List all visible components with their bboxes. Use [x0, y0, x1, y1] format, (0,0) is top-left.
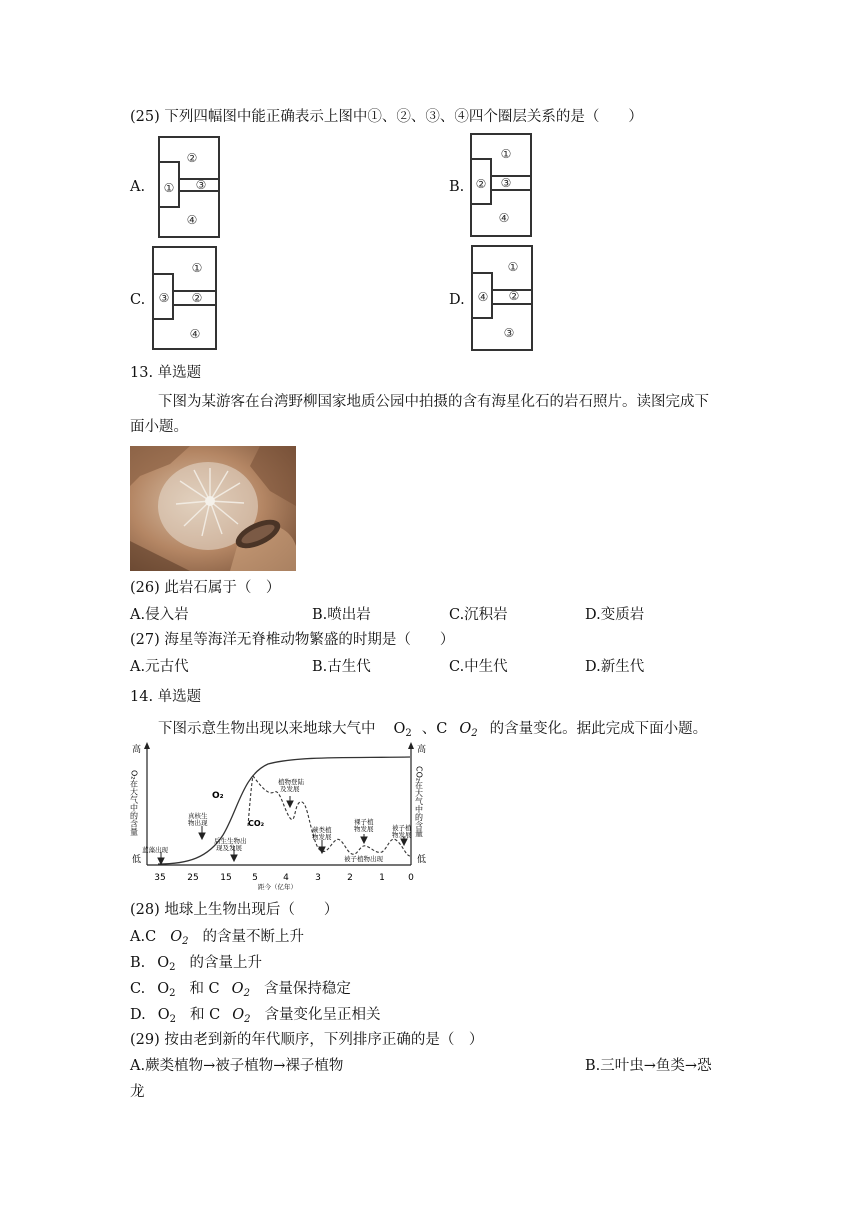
- q28-stem: (28) 地球上生物出现后（ ）: [130, 902, 339, 918]
- x-tick: 5: [252, 873, 258, 883]
- q25-option-c-label[interactable]: C.: [130, 292, 146, 308]
- left-axis-bottom: 低: [132, 855, 142, 865]
- q29-option-a[interactable]: A.蕨类植物→被子植物→裸子植物: [130, 1058, 344, 1074]
- event-label: 物发展: [354, 825, 374, 833]
- x-tick: 25: [187, 873, 199, 883]
- q28-option-a[interactable]: A.C $O_2$ 的含量不断上升: [130, 929, 304, 947]
- layer-bottom-label: ④: [189, 327, 201, 341]
- layer-bottom-label: ③: [503, 326, 515, 340]
- layer-mid-label: ②: [508, 289, 520, 303]
- event-label: 真核生: [188, 812, 208, 820]
- q26-option-c[interactable]: C.沉积岩: [449, 607, 508, 623]
- event-label: 物发展: [312, 833, 332, 841]
- x-tick: 0: [408, 873, 414, 883]
- section-14-header: 14. 单选题: [130, 689, 202, 705]
- q25-option-a-diagram: [158, 136, 220, 238]
- o2-curve: [158, 757, 410, 864]
- q25-stem: (25) 下列四幅图中能正确表示上图中①、②、③、④四个圈层关系的是（ ）: [130, 109, 643, 125]
- layer-left-label: ①: [163, 181, 175, 195]
- section-14-intro: 下图示意生物出现以来地球大气中 $O_2$ 、C $O_2$ 的含量变化。据此完成下面小题。: [158, 721, 708, 739]
- q25-option-a-label[interactable]: A.: [130, 179, 146, 195]
- x-tick: 2: [347, 873, 353, 883]
- q26-option-d[interactable]: D.变质岩: [585, 607, 645, 623]
- q25-option-c-diagram: [152, 246, 217, 350]
- layer-left-label: ④: [477, 290, 489, 304]
- q27-option-b[interactable]: B.古生代: [312, 659, 371, 675]
- event-label: 现及发展: [216, 844, 242, 852]
- layer-top-label: ①: [191, 261, 203, 275]
- o2-label: O₂: [212, 791, 224, 801]
- event-label: 裸子植: [354, 818, 374, 826]
- q28-option-b[interactable]: B. $O_2$ 的含量上升: [130, 955, 263, 973]
- event-label: 被子植物出现: [344, 855, 383, 863]
- q26-option-a[interactable]: A.侵入岩: [130, 607, 189, 623]
- q29-option-b-continued: 龙: [130, 1084, 145, 1100]
- layer-bottom-label: ④: [186, 213, 198, 227]
- q26-option-b[interactable]: B.喷出岩: [312, 607, 371, 623]
- x-tick: 35: [154, 873, 166, 883]
- layer-top-label: ①: [500, 147, 512, 161]
- q27-option-d[interactable]: D.新生代: [585, 659, 645, 675]
- q29-option-b[interactable]: B.三叶虫→鱼类→恐: [585, 1058, 712, 1074]
- x-tick: 15: [220, 873, 232, 883]
- q25-option-d-diagram: [471, 245, 533, 351]
- q26-stem: (26) 此岩石属于（ ）: [130, 580, 281, 596]
- event-label: 物发展: [392, 831, 412, 839]
- left-axis-top: 高: [132, 745, 142, 755]
- q27-stem: (27) 海星等海洋无脊椎动物繁盛的时期是（ ）: [130, 632, 455, 648]
- q25-option-b-label[interactable]: B.: [449, 179, 465, 195]
- q25-option-b-diagram: [470, 133, 532, 237]
- event-label: 物出现: [188, 819, 208, 827]
- event-label: 蕨类植: [312, 826, 332, 834]
- event-label: 及发展: [280, 785, 300, 793]
- q28-option-d[interactable]: D. $O_2$ 和 C $O_2$ 含量变化呈正相关: [130, 1007, 381, 1025]
- layer-mid-label: ③: [195, 178, 207, 192]
- x-tick: 1: [379, 873, 385, 883]
- q27-option-c[interactable]: C.中生代: [449, 659, 508, 675]
- layer-left-label: ③: [158, 291, 170, 305]
- right-axis-top: 高: [417, 745, 427, 755]
- o2-co2-chart: [128, 740, 428, 890]
- x-axis-label: 距今（亿年）: [258, 883, 297, 890]
- q28-option-c[interactable]: C. $O_2$ 和 C $O_2$ 含量保持稳定: [130, 981, 351, 999]
- left-axis-label: O₂在大气中的含量: [129, 770, 139, 836]
- event-label: 被子植: [392, 824, 412, 832]
- event-label: 蓝藻出现: [142, 846, 168, 854]
- layer-bottom-label: ④: [498, 211, 510, 225]
- layer-top-label: ②: [186, 151, 198, 165]
- q25-option-d-label[interactable]: D.: [449, 292, 465, 308]
- event-label: 植物登陆: [278, 778, 304, 786]
- right-axis-label: CO₂在大气中的含量: [414, 766, 424, 838]
- event-label: 后生生物出: [214, 837, 247, 845]
- section-13-intro-line2: 面小题。: [130, 419, 188, 435]
- layer-mid-label: ③: [500, 176, 512, 190]
- co2-label: CO₂: [248, 819, 265, 828]
- layer-top-label: ①: [507, 260, 519, 274]
- q29-stem: (29) 按由老到新的年代顺序，下列排序正确的是（ ）: [130, 1032, 484, 1048]
- section-13-intro-line1: 下图为某游客在台湾野柳国家地质公园中拍摄的含有海星化石的岩石照片。读图完成下: [158, 394, 709, 410]
- co2-curve: [248, 776, 410, 856]
- layer-mid-label: ②: [191, 291, 203, 305]
- section-13-header: 13. 单选题: [130, 365, 202, 381]
- right-axis-bottom: 低: [417, 855, 427, 865]
- q27-option-a[interactable]: A.元古代: [130, 659, 189, 675]
- x-tick: 4: [283, 873, 289, 883]
- starfish-fossil-photo: [130, 446, 296, 571]
- layer-left-label: ②: [475, 177, 487, 191]
- x-tick: 3: [315, 873, 321, 883]
